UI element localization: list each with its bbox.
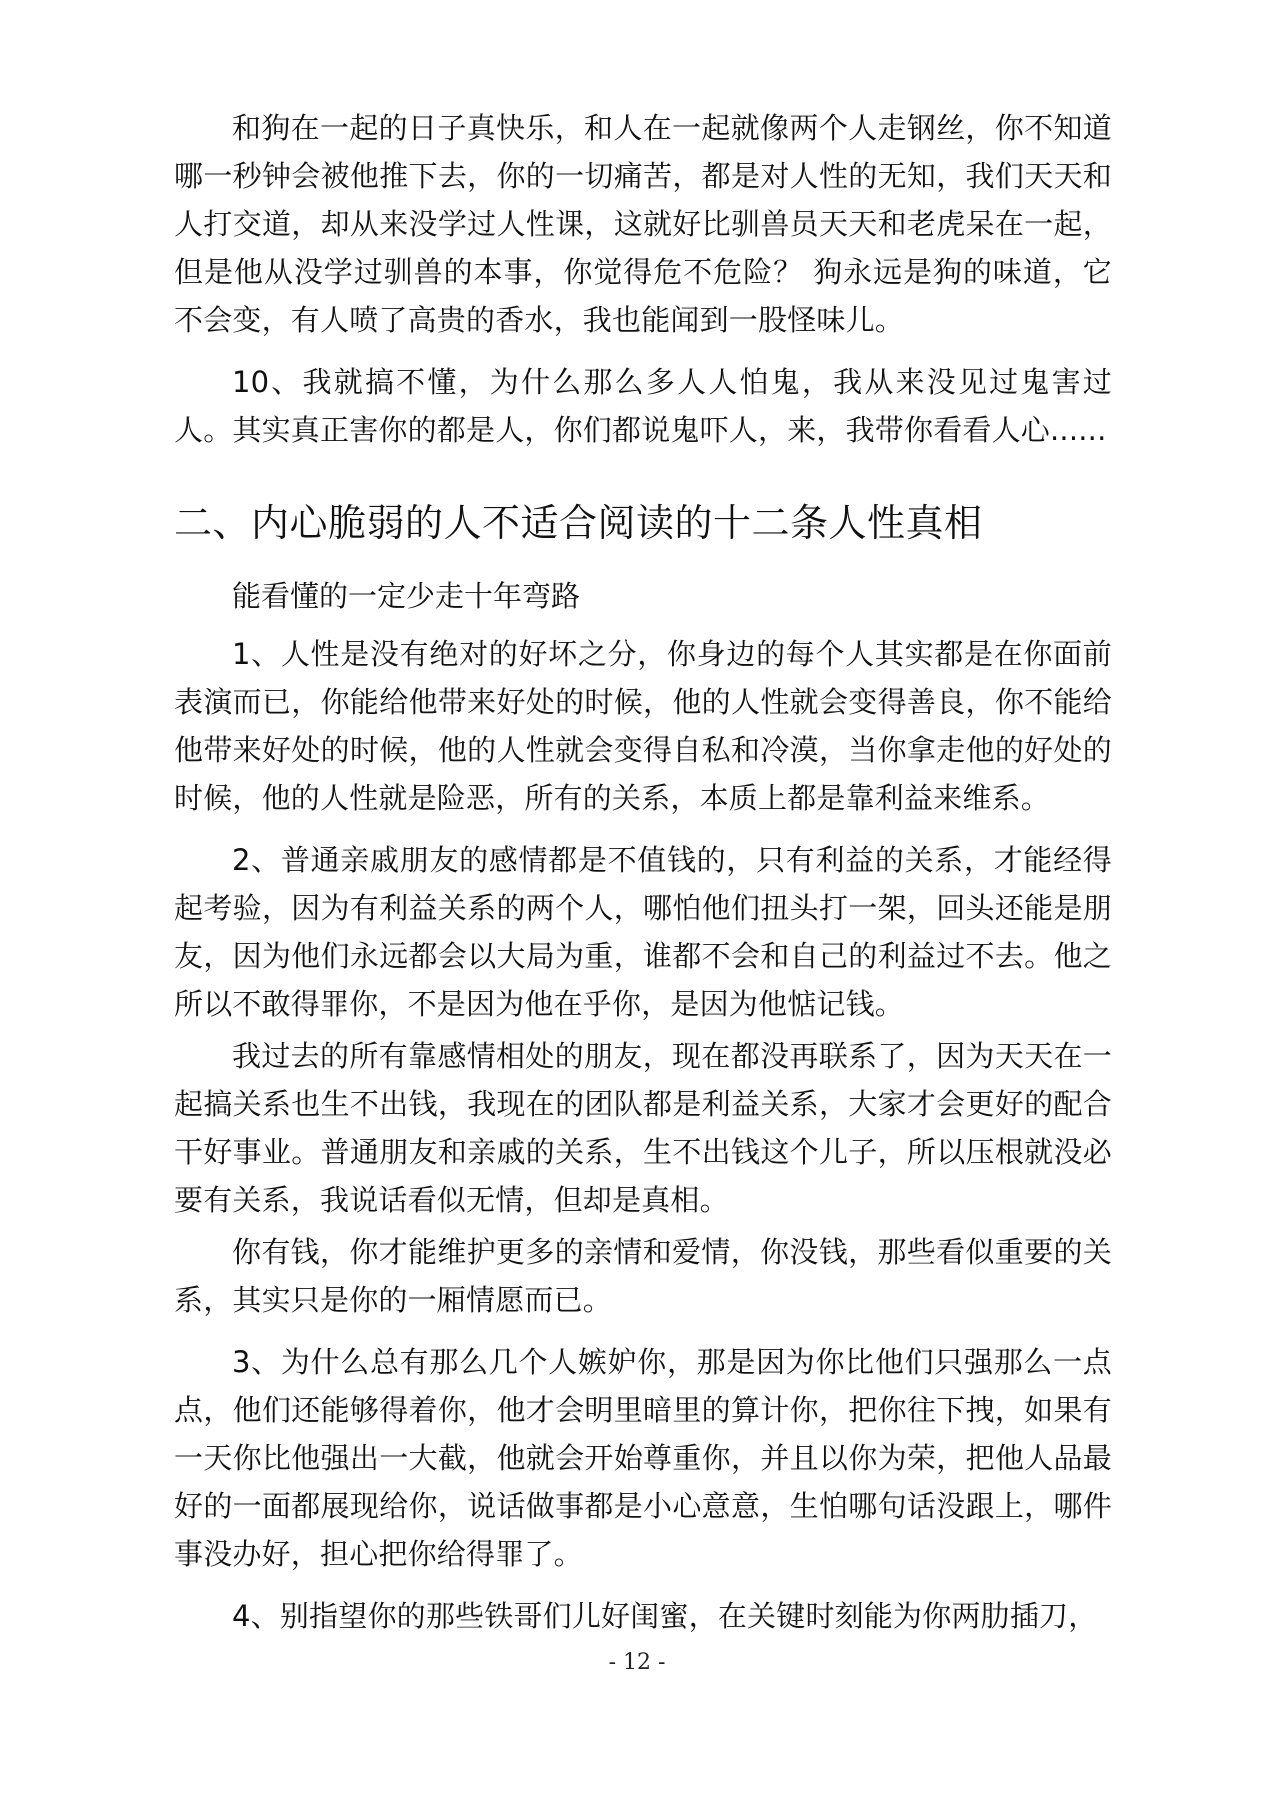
section-subtitle: 能看懂的一定少走十年弯路 <box>232 579 581 613</box>
paragraph-item-2: 2、普通亲戚朋友的感情都是不值钱的，只有利益的关系，才能经得起考验，因为有利益关系的两个人，哪怕他们扭头打一架，回头还能是朋友，因为他们永远都会以大局为重，谁都不会和自己的利益过不去。他之所以不敢得罪你，不是因为他在乎你，是因为他惦记钱。 <box>174 843 1112 1021</box>
paragraph-item-3: 3、为什么总有那么几个人嫉妒你，那是因为你比他们只强那么一点点，他们还能够得着你，他才会明里暗里的算计你，把你往下拽，如果有一天你比他强出一大截，他就会开始尊重你，并且以你为荣，把他人品最好的一面都展现给你，说话做事都是小心意意，生怕哪句话没跟上，哪件事没办好，担心把你给得罪了。 <box>174 1345 1112 1571</box>
paragraph-money-relations: 你有钱，你才能维护更多的亲情和爱情，你没钱，那些看似重要的关系，其实只是你的一厢情愿而已。 <box>174 1235 1112 1317</box>
page-number: - 12 - <box>608 1650 666 1675</box>
paragraph-item-1: 1、人性是没有绝对的好坏之分，你身边的每个人其实都是在你面前表演而已，你能给他带来好处的时候，他的人性就会变得善良，你不能给他带来好处的时候，他的人性就会变得自私和冷漠，当你拿走他的好处的时候，他的人性就是险恶，所有的关系，本质上都是靠利益来维系。 <box>174 637 1112 815</box>
document-page <box>174 104 1112 1640</box>
paragraph-item-10: 10、我就搞不懂，为什么那么多人人怕鬼，我从来没见过鬼害过人。其实真正害你的都是人，你们都说鬼吓人，来，我带你看看人心...... <box>174 365 1112 447</box>
section-heading: 二、内心脆弱的人不适合阅读的十二条人性真相 <box>174 501 983 545</box>
paragraph-item-4: 4、别指望你的那些铁哥们儿好闺蜜，在关键时刻能为你两肋插刀， <box>232 1599 1098 1633</box>
paragraph-past-friends: 我过去的所有靠感情相处的朋友，现在都没再联系了，因为天天在一起搞关系也生不出钱，我现在的团队都是利益关系，大家才会更好的配合干好事业。普通朋友和亲戚的关系，生不出钱这个儿子，所以压根就没必要有关系，我说话看似无情，但却是真相。 <box>174 1039 1112 1217</box>
paragraph-dogs-and-people: 和狗在一起的日子真快乐，和人在一起就像两个人走钢丝，你不知道哪一秒钟会被他推下去，你的一切痛苦，都是对人性的无知，我们天天和人打交道，却从来没学过人性课，这就好比驯兽员天天和老虎呆在一起，但是他从没学过驯兽的本事，你觉得危不危险？ 狗永远是狗的味道，它不会变，有人喷了高贵的香水，我也能闻到一股怪味儿。 <box>174 111 1112 337</box>
